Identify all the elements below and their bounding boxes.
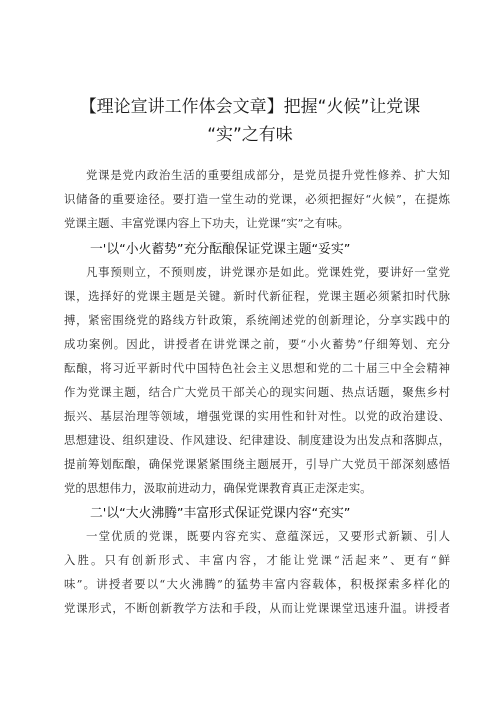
section-1-line: 思想建设、组织建设、作风建设、纪律建设、制度建设为出发点和落脚点，	[64, 433, 450, 447]
section-2-line: 一堂优质的党课，既要内容充实、意蕴深远，又要形式新颖、引人	[86, 529, 450, 543]
intro-line-2: 识储备的重要途径。要打造一堂生动的党课，必须把握好“火候”，在提炼	[64, 192, 450, 206]
section-2-line: 味”。讲授者要以“大火沸腾”的猛势丰富内容载体，积极探索多样化的	[64, 577, 450, 591]
section-2-line: 入胜。只有创新形式、丰富内容，才能让党课“活起来”、更有“鲜	[64, 553, 450, 567]
document-title-line-2: “实”之有味	[207, 125, 293, 145]
section-2-heading: 二'以“大火沸腾”丰富形式保证党课内容“充实”	[90, 506, 351, 521]
section-1-line: 课，选择好的党课主题是关键。新时代新征程，党课主题必须紧扣时代脉	[64, 289, 450, 303]
section-2-line: 党课形式，不断创新教学方法和手段，从而让党课课堂迅速升温。讲授者	[64, 601, 450, 615]
section-1-line: 凡事预则立，不预则废，讲党课亦是如此。党课姓党，要讲好一堂党	[86, 265, 450, 279]
section-1-line: 搏，紧密围绕党的路线方针政策，系统阐述党的创新理论，分享实践中的	[64, 313, 450, 327]
section-1-line: 提前筹划酝酿，确保党课紧紧围绕主题展开，引导广大党员干部深刻感悟	[64, 457, 450, 471]
section-1-line: 酝酿，将习近平新时代中国特色社会主义思想和党的二十届三中全会精神	[64, 361, 450, 375]
intro-line-3: 党课主题、丰富党课内容上下功夫，让党课“实”之有味。	[64, 216, 350, 230]
section-1-line: 党的思想伟力，汲取前进动力，确保党课教育真正走深走实。	[64, 481, 372, 495]
intro-line-1: 党课是党内政治生活的重要组成部分，是党员提升党性修养、扩大知	[86, 168, 450, 182]
section-1-line: 作为党课主题，结合广大党员干部关心的现实问题、热点话题，聚焦乡村	[64, 385, 450, 399]
section-1-line: 成功案例。因此，讲授者在讲党课之前，要“小火蓄势”仔细筹划、充分	[64, 337, 450, 351]
section-1-heading: 一'以“小火蓄势”充分酝酿保证党课主题“妥实”	[90, 242, 351, 257]
document-title-line-1: 【理论宣讲工作体会文章】把握“火候”让党课	[79, 97, 421, 117]
section-1-line: 振兴、基层治理等领域，增强党课的实用性和针对性。以党的政治建设、	[64, 409, 450, 423]
